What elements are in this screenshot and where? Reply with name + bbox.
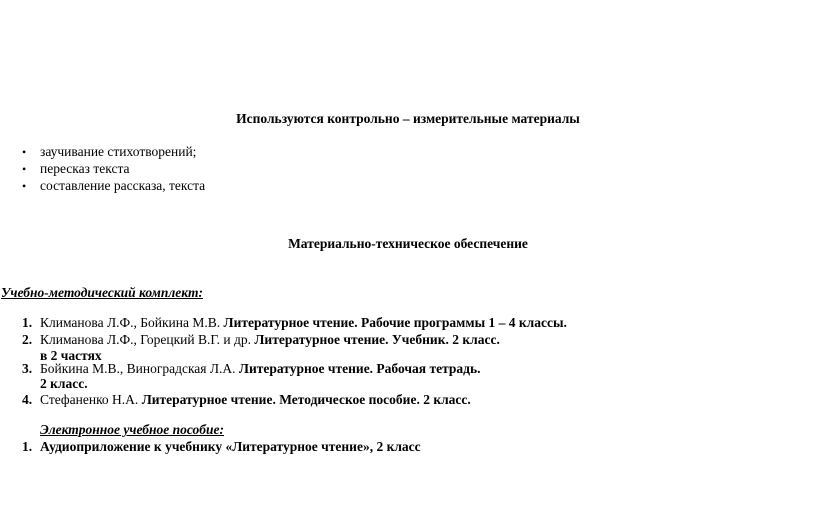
item-number: 1. [22,315,33,330]
item-title: Литературное чтение. Учебник. 2 класс. [254,332,500,347]
item-title: Литературное чтение. Рабочая тетрадь. [238,361,481,376]
bullet-text: пересказ текста [40,161,130,176]
item-text [40,332,500,348]
item-title: Литературное чтение. Методическое пособие. 2 класс. [141,392,471,407]
bullet-dot-icon: • [22,179,27,193]
bullet-dot-icon: • [22,162,27,176]
item-authors: Климанова Л.Ф., Бойкина М.В. [40,315,224,330]
section-title-control-materials: Используются контрольно – измерительные материалы [236,111,580,126]
item-title: Литературное чтение. Рабочие программы 1 – 4 классы. [223,315,567,330]
item-authors: Климанова Л.Ф., Горецкий В.Г. и др. [40,332,255,347]
item-text [40,392,471,408]
kit-heading: Учебно-методический комплект: [1,285,203,300]
item-authors: Бойкина М.В., Виноградская Л.А. [40,361,239,376]
item-number: 2. [22,332,33,347]
item-number: 4. [22,392,33,407]
bullet-text: составление рассказа, текста [40,178,206,193]
bullet-dot-icon: • [22,145,27,159]
item-title-continuation: в 2 частях [40,348,102,363]
item-title-continuation: 2 класс. [40,376,88,391]
item-authors: Стефаненко Н.А. [40,392,142,407]
section-title-material-technical: Материально-техническое обеспечение [288,236,528,251]
item-text [40,315,567,331]
electronic-heading: Электронное учебное пособие: [40,422,225,437]
bullet-text: заучивание стихотворений; [40,144,197,159]
item-number: 3. [22,361,33,376]
item-text [40,361,480,377]
item-number: 1. [22,439,33,454]
item-title: Аудиоприложение к учебнику «Литературное чтение», 2 класс [40,439,421,454]
